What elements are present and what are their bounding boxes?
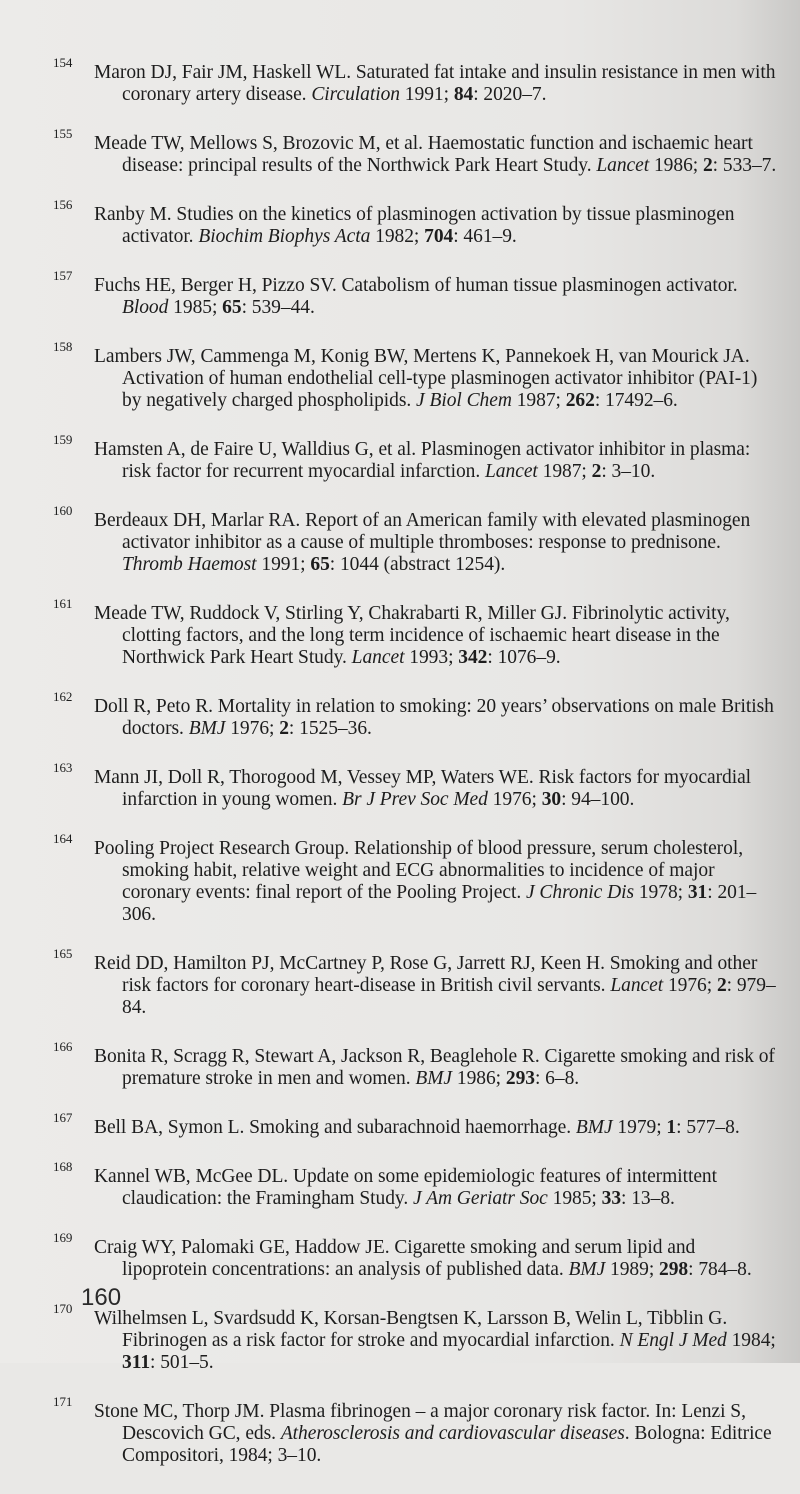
reference-authors-title: Stone MC, Thorp JM. Plasma fibrinogen – a major coronary risk factor. In: Lenzi S, Descovich GC, eds. xyxy=(94,1401,746,1444)
reference-journal: N Engl J Med xyxy=(619,1330,727,1351)
reference-year: 1985; xyxy=(168,297,223,318)
reference-text xyxy=(94,767,751,810)
reference-authors-title: Bonita R, Scragg R, Stewart A, Jackson R, Beaglehole R. Cigarette smoking and risk of premature stroke in men and women. xyxy=(94,1046,775,1089)
reference-volume: 1 xyxy=(666,1117,677,1138)
reference-text xyxy=(94,953,776,1018)
reference-pages: : 501–5. xyxy=(150,1352,214,1373)
reference-text xyxy=(94,603,730,668)
reference-journal: Blood xyxy=(122,297,169,318)
reference-item: 154 Maron DJ, Fair JM, Haskell WL. Saturated fat intake and insulin resistance in men with coronary artery disease. Circulation 1991; 84: 2020–7. xyxy=(53,55,776,105)
reference-pages: : 1076–9. xyxy=(487,647,561,668)
reference-pages: : 2020–7. xyxy=(473,84,547,105)
reference-volume: 2 xyxy=(591,461,602,482)
reference-year: 1976; xyxy=(487,789,542,810)
reference-year: 1991; xyxy=(256,554,311,575)
reference-pages: : 1044 (abstract 1254). xyxy=(329,554,506,575)
reference-item: 166 Bonita R, Scragg R, Stewart A, Jackson R, Beaglehole R. Cigarette smoking and risk of premature stroke in men and women. BMJ 1986; 293: 6–8. xyxy=(53,1039,775,1089)
reference-year: 1979; xyxy=(612,1117,667,1138)
reference-item: 159 Hamsten A, de Faire U, Walldius G, et al. Plasminogen activator inhibitor in plasma: risk factor for recurrent myocardial infarction. Lancet 1987; 2: 3–10. xyxy=(53,432,751,482)
reference-journal: Lancet xyxy=(351,647,405,668)
reference-volume: 2 xyxy=(279,718,289,739)
reference-year: 1987; xyxy=(511,390,566,411)
reference-text xyxy=(94,1117,740,1138)
reference-item: 161 Meade TW, Ruddock V, Stirling Y, Chakrabarti R, Miller GJ. Fibrinolytic activity, clotting factors, and the long term incidence of ischaemic heart disease in the Northwick Park Heart Study. Lancet 1993; 342: 1076–9. xyxy=(53,596,730,668)
reference-item: 157 Fuchs HE, Berger H, Pizzo SV. Catabolism of human tissue plasminogen activator. Blood 1985; 65: 539–44. xyxy=(53,268,738,318)
reference-authors-title: Craig WY, Palomaki GE, Haddow JE. Cigarette smoking and serum lipid and lipoprotein concentrations: an analysis of published data. xyxy=(94,1237,696,1280)
reference-pages: : 17492–6. xyxy=(594,390,678,411)
reference-authors-title: Doll R, Peto R. Mortality in relation to smoking: 20 years’ observations on male British doctors. xyxy=(94,696,774,739)
reference-volume: 2 xyxy=(716,975,727,996)
reference-pages: : 3–10. xyxy=(601,461,656,482)
reference-pages: : 1525–36. xyxy=(288,718,372,739)
reference-year: 1991; xyxy=(399,84,454,105)
reference-year: 1986; xyxy=(649,155,703,176)
reference-item: 160 Berdeaux DH, Marlar RA. Report of an American family with elevated plasminogen activator inhibitor as a cause of multiple thromboses: response to prednisone. Thromb Haemost 1991; 65: 1044 (abstract 1254). xyxy=(53,503,751,575)
reference-item: 170 Wilhelmsen L, Svardsudd K, Korsan-Bengtsen K, Larsson B, Welin L, Tibblin G. Fibrinogen as a risk factor for stroke and myocardial infarction. N Engl J Med 1984; 311: 501–5. xyxy=(53,1301,776,1373)
reference-pages: : 979–84. xyxy=(122,975,776,1018)
reference-volume: 30 xyxy=(541,789,562,810)
reference-text xyxy=(94,439,750,482)
reference-text xyxy=(94,1308,776,1373)
reference-item: 164 Pooling Project Research Group. Relationship of blood pressure, serum cholesterol, smoking habit, relative weight and ECG abnormalities to incidence of major coronary events: final report of the Pooling Project. J Chronic Dis 1978; 31: 201–306. xyxy=(53,831,757,925)
reference-year: 1986; xyxy=(452,1068,506,1089)
reference-authors-title: Mann JI, Doll R, Thorogood M, Vessey MP, Waters WE. Risk factors for myocardial infarction in young women. xyxy=(94,767,752,810)
reference-text xyxy=(94,696,774,739)
reference-year: 1993; xyxy=(404,647,459,668)
reference-journal: Lancet xyxy=(485,461,538,482)
reference-pages: : 784–8. xyxy=(688,1259,752,1280)
reference-year: 1982; xyxy=(370,226,425,247)
reference-volume: 84 xyxy=(453,84,474,105)
reference-journal: J Chronic Dis xyxy=(525,882,635,903)
reference-volume: 33 xyxy=(601,1188,622,1209)
reference-text xyxy=(94,838,756,925)
reference-authors-title: Ranby M. Studies on the kinetics of plasminogen activation by tissue plasminogen activator. xyxy=(94,204,735,247)
page-number: 160 xyxy=(81,1284,122,1311)
reference-item: 168 Kannel WB, McGee DL. Update on some epidemiologic features of intermittent claudication: the Framingham Study. J Am Geriatr Soc 1985; 33: 13–8. xyxy=(53,1159,718,1209)
reference-text xyxy=(94,1401,772,1466)
reference-volume: 65 xyxy=(222,297,242,318)
reference-pages: : 94–100. xyxy=(561,789,635,810)
reference-journal: Lancet xyxy=(610,975,664,996)
reference-year: 1987; xyxy=(537,461,592,482)
reference-text xyxy=(94,1237,752,1280)
reference-journal: J Am Geriatr Soc xyxy=(413,1188,548,1209)
reference-authors-title: Maron DJ, Fair JM, Haskell WL. Saturated fat intake and insulin resistance in men with coronary artery disease. xyxy=(94,62,776,105)
reference-text xyxy=(94,346,757,411)
reference-year: 1985; xyxy=(547,1188,602,1209)
reference-volume: 342 xyxy=(458,647,488,668)
reference-year: 1976; xyxy=(225,718,280,739)
reference-text xyxy=(94,1046,775,1089)
reference-item: 171 Stone MC, Thorp JM. Plasma fibrinogen – a major coronary risk factor. In: Lenzi S, Descovich GC, eds. Atherosclerosis and cardiovascular diseases. Bologna: Editrice Compositori, 1984; 3–10. xyxy=(53,1394,772,1466)
reference-pages: : 533–7. xyxy=(712,155,777,176)
reference-volume: 2 xyxy=(702,155,713,176)
reference-item: 158 Lambers JW, Cammenga M, Konig BW, Mertens K, Pannekoek H, van Mourick JA. Activation of human endothelial cell-type plasminogen activator inhibitor (PAI-1) by negatively charged phospholipids. J Biol Chem 1987; 262: 17492–6. xyxy=(53,339,758,411)
reference-item: 162 Doll R, Peto R. Mortality in relation to smoking: 20 years’ observations on male British doctors. BMJ 1976; 2: 1525–36. xyxy=(53,689,774,739)
reference-journal: Thromb Haemost xyxy=(122,554,257,575)
reference-volume: 31 xyxy=(687,882,708,903)
reference-year: 1989; xyxy=(605,1259,660,1280)
reference-volume: 65 xyxy=(310,554,330,575)
reference-pages: : 577–8. xyxy=(676,1117,740,1138)
reference-journal: Biochim Biophys Acta xyxy=(198,226,371,247)
reference-text xyxy=(94,62,776,105)
reference-pages: : 539–44. xyxy=(241,297,315,318)
reference-journal: J Biol Chem xyxy=(416,390,512,411)
reference-journal: Circulation xyxy=(311,84,400,105)
reference-authors-title: Wilhelmsen L, Svardsudd K, Korsan-Bengtsen K, Larsson B, Welin L, Tibblin G. Fibrinogen as a risk factor for stroke and myocardial infarction. xyxy=(94,1308,728,1351)
reference-authors-title: Bell BA, Symon L. Smoking and subarachnoid haemorrhage. xyxy=(94,1117,576,1138)
reference-item: 155 Meade TW, Mellows S, Brozovic M, et al. Haemostatic function and ischaemic heart disease: principal results of the Northwick Park Heart Study. Lancet 1986; 2: 533–7. xyxy=(53,126,777,176)
reference-item: 165 Reid DD, Hamilton PJ, McCartney P, Rose G, Jarrett RJ, Keen H. Smoking and other risk factors for coronary heart-disease in British civil servants. Lancet 1976; 2: 979–84. xyxy=(53,946,776,1018)
reference-text xyxy=(94,133,776,176)
reference-pages: : 461–9. xyxy=(453,226,517,247)
reference-authors-title: Kannel WB, McGee DL. Update on some epidemiologic features of intermittent claudication: the Framingham Study. xyxy=(94,1166,718,1209)
reference-year: 1976; xyxy=(663,975,717,996)
reference-authors-title: Reid DD, Hamilton PJ, McCartney P, Rose G, Jarrett RJ, Keen H. Smoking and other risk factors for coronary heart-disease in British civil servants. xyxy=(94,953,758,996)
reference-year: . Bologna: Editrice Compositori, 1984; 3–10. xyxy=(122,1423,772,1466)
reference-item: 167 Bell BA, Symon L. Smoking and subarachnoid haemorrhage. BMJ 1979; 1: 577–8. xyxy=(53,1110,740,1138)
reference-pages: : 201–306. xyxy=(122,882,757,925)
reference-journal: BMJ xyxy=(188,718,226,739)
reference-journal: Atherosclerosis and cardiovascular diseases xyxy=(280,1423,625,1444)
reference-list xyxy=(53,55,781,1494)
reference-authors-title: Lambers JW, Cammenga M, Konig BW, Mertens K, Pannekoek H, van Mourick JA. Activation of human endothelial cell-type plasminogen activator inhibitor (PAI-1) by negatively charged phospholipids. xyxy=(94,346,758,411)
reference-text xyxy=(94,510,750,575)
reference-year: 1978; xyxy=(634,882,688,903)
reference-item: 163 Mann JI, Doll R, Thorogood M, Vessey MP, Waters WE. Risk factors for myocardial infarction in young women. Br J Prev Soc Med 1976; 30: 94–100. xyxy=(53,760,752,810)
reference-journal: BMJ xyxy=(568,1259,606,1280)
reference-journal: Br J Prev Soc Med xyxy=(342,789,488,810)
reference-volume: 262 xyxy=(565,390,595,411)
reference-journal: BMJ xyxy=(415,1068,453,1089)
reference-authors-title: Fuchs HE, Berger H, Pizzo SV. Catabolism of human tissue plasminogen activator. xyxy=(94,275,738,296)
reference-volume: 293 xyxy=(505,1068,535,1089)
reference-text xyxy=(94,1166,717,1209)
reference-item: 156 Ranby M. Studies on the kinetics of plasminogen activation by tissue plasminogen activator. Biochim Biophys Acta 1982; 704: 461–9. xyxy=(53,197,735,247)
reference-pages: : 13–8. xyxy=(621,1188,675,1209)
reference-authors-title: Meade TW, Mellows S, Brozovic M, et al. Haemostatic function and ischaemic heart disease: principal results of the Northwick Park Heart Study. xyxy=(94,133,753,176)
reference-text xyxy=(94,275,738,318)
reference-journal: BMJ xyxy=(575,1117,613,1138)
reference-authors-title: Pooling Project Research Group. Relationship of blood pressure, serum cholesterol, smoking habit, relative weight and ECG abnormalities to incidence of major coronary events: final report of the Pooling Project. xyxy=(94,838,744,903)
reference-volume: 298 xyxy=(659,1259,689,1280)
reference-authors-title: Berdeaux DH, Marlar RA. Report of an American family with elevated plasminogen activator inhibitor as a cause of multiple thromboses: response to prednisone. xyxy=(94,510,751,553)
reference-authors-title: Meade TW, Ruddock V, Stirling Y, Chakrabarti R, Miller GJ. Fibrinolytic activity, clotting factors, and the long term incidence of ischaemic heart disease in the Northwick Park Heart Study. xyxy=(94,603,730,668)
reference-year: 1984; xyxy=(726,1330,776,1351)
reference-authors-title: Hamsten A, de Faire U, Walldius G, et al. Plasminogen activator inhibitor in plasma: risk factor for recurrent myocardial infarction. xyxy=(94,439,751,482)
reference-pages: : 6–8. xyxy=(534,1068,580,1089)
reference-volume: 704 xyxy=(424,226,454,247)
reference-item: 169 Craig WY, Palomaki GE, Haddow JE. Cigarette smoking and serum lipid and lipoprotein concentrations: an analysis of published data. BMJ 1989; 298: 784–8. xyxy=(53,1230,752,1280)
reference-volume: 311 xyxy=(122,1352,151,1373)
reference-text xyxy=(94,204,735,247)
reference-journal: Lancet xyxy=(596,155,650,176)
